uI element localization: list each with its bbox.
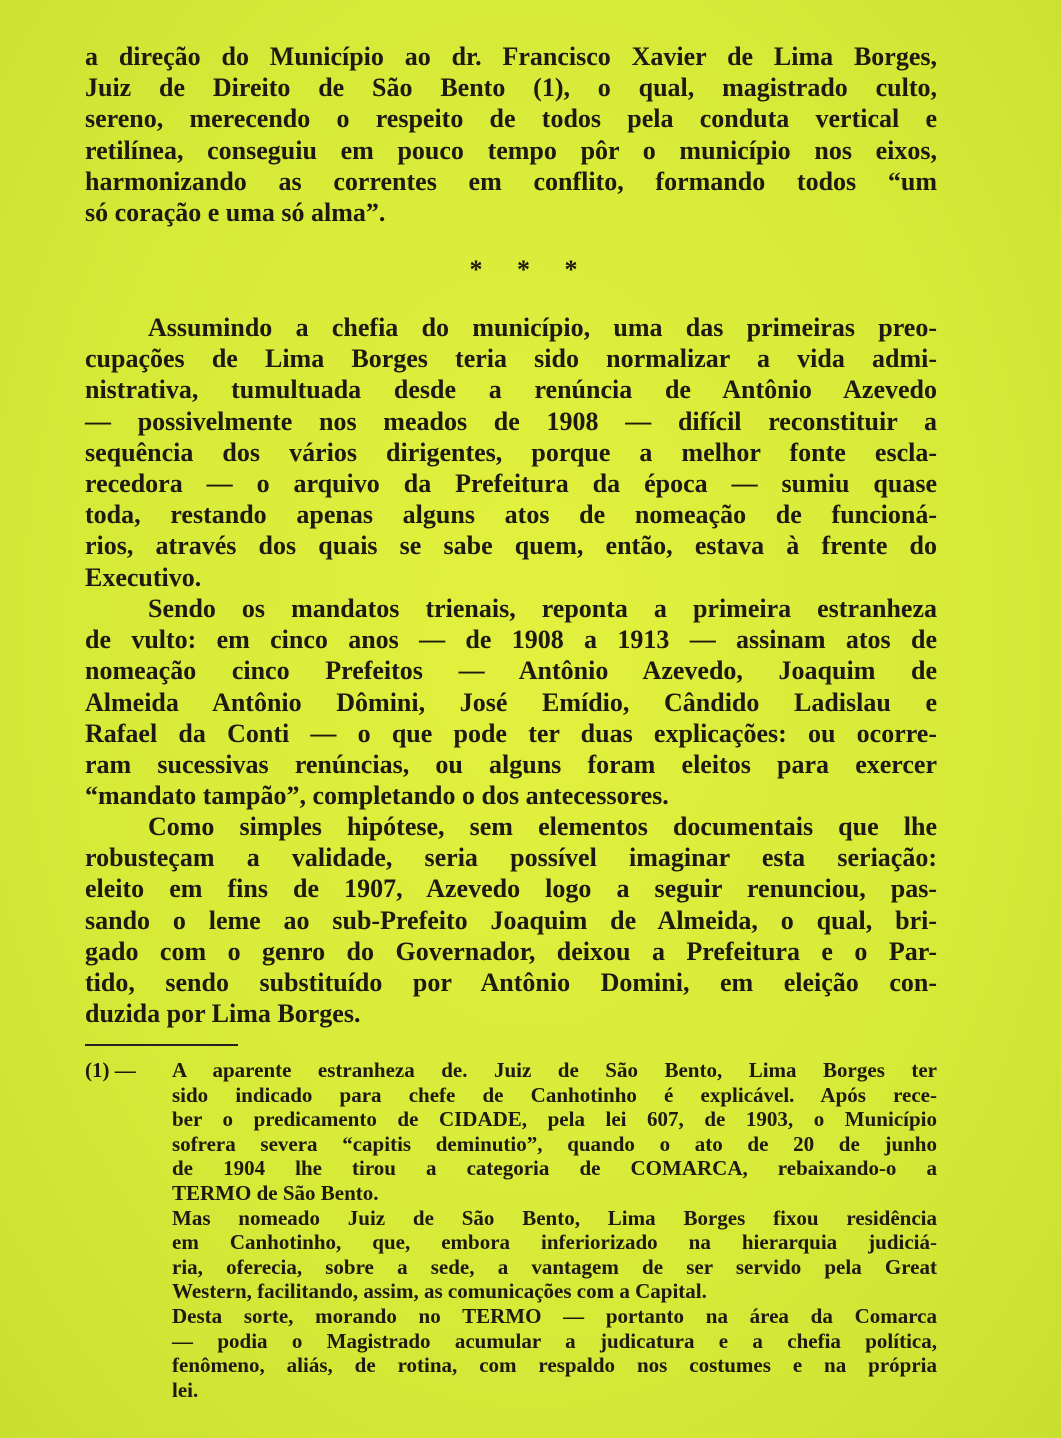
text-line: de vulto: em cinco anos — de 1908 a 1913 — assinam atos de xyxy=(85,625,937,655)
paragraph-2 xyxy=(85,312,937,593)
text-line: Sendo os mandatos trienais, reponta a primeira estranheza xyxy=(148,594,937,623)
text-line: Assumindo a chefia do município, uma das primeiras preo- xyxy=(148,313,937,342)
footnote-line: TERMO de São Bento. xyxy=(172,1180,379,1205)
text-line: Rafael da Conti — o que pode ter duas explicações: ou ocorre- xyxy=(85,718,937,748)
footnote-line: Western, facilitando, assim, as comunicações com a Capital. xyxy=(172,1279,707,1304)
text-line: sando o leme ao sub-Prefeito Joaquim de Almeida, o qual, bri- xyxy=(85,905,937,935)
footnote xyxy=(85,1058,937,1402)
text-line: retilínea, conseguiu em pouco tempo pôr o município nos eixos, xyxy=(85,135,937,165)
footnote-line: A aparente estranheza de. Juiz de São Bento, Lima Borges ter xyxy=(172,1058,937,1082)
footnote-line: de 1904 lhe tirou a categoria de COMARCA, rebaixando-o a xyxy=(172,1156,937,1181)
text-line: cupações de Lima Borges teria sido normalizar a vida admi- xyxy=(85,344,937,374)
text-line: — possivelmente nos meados de 1908 — difícil reconstituir a xyxy=(85,406,937,436)
text-line: duzida por Lima Borges. xyxy=(85,999,361,1029)
text-line: Executivo. xyxy=(85,562,202,592)
paragraph-1 xyxy=(85,41,937,228)
footnote-line: ber o predicamento de CIDADE, pela lei 607, de 1903, o Município xyxy=(172,1107,937,1132)
footnote-line: — podia o Magistrado acumular a judicatura e a chefia política, xyxy=(172,1328,937,1353)
text-line: eleito em fins de 1907, Azevedo logo a seguir renunciou, pas- xyxy=(85,874,937,904)
text-line: tido, sendo substituído por Antônio Domini, em eleição con- xyxy=(85,967,937,997)
footnote-rule xyxy=(85,1044,238,1046)
footnote-line: Desta sorte, morando no TERMO — portanto na área da Comarca xyxy=(172,1303,937,1328)
paragraph-4 xyxy=(85,811,937,1029)
section-separator: * * * xyxy=(469,255,592,284)
footnote-line: sofrera severa “capitis deminutio”, quando o ato de 20 de junho xyxy=(172,1131,937,1156)
footnote-line: ria, oferecia, sobre a sede, a vantagem de ser servido pela Great xyxy=(172,1254,937,1279)
text-line: sereno, merecendo o respeito de todos pela conduta vertical e xyxy=(85,104,937,134)
footnote-line: sido indicado para chefe de Canhotinho é explicável. Após rece- xyxy=(172,1082,937,1107)
text-line: Juiz de Direito de São Bento (1), o qual, magistrado culto, xyxy=(85,73,937,103)
text-line: rios, através dos quais se sabe quem, então, estava à frente do xyxy=(85,531,937,561)
footnote-line: lei. xyxy=(172,1377,199,1402)
text-line: nomeação cinco Prefeitos — Antônio Azevedo, Joaquim de xyxy=(85,656,937,686)
text-line: “mandato tampão”, completando o dos antecessores. xyxy=(85,781,669,811)
text-line: nistrativa, tumultuada desde a renúncia de Antônio Azevedo xyxy=(85,375,937,405)
text-line: toda, restando apenas alguns atos de nomeação de funcioná- xyxy=(85,500,937,530)
text-line: Almeida Antônio Dômini, José Emídio, Cândido Ladislau e xyxy=(85,687,937,717)
footnote-marker: (1) — xyxy=(85,1058,136,1082)
text-line: robusteçam a validade, seria possível imaginar esta seriação: xyxy=(85,843,937,873)
footnote-line: Mas nomeado Juiz de São Bento, Lima Borges fixou residência xyxy=(172,1205,937,1230)
text-line: harmonizando as correntes em conflito, formando todos “um xyxy=(85,166,937,196)
text-line: só coração e uma só alma”. xyxy=(85,197,386,227)
text-line: gado com o genro do Governador, deixou a Prefeitura e o Par- xyxy=(85,936,937,966)
text-line: a direção do Município ao dr. Francisco Xavier de Lima Borges, xyxy=(85,42,937,71)
text-line: Como simples hipótese, sem elementos documentais que lhe xyxy=(148,812,937,841)
footnote-line: em Canhotinho, que, embora inferiorizado na hierarquia judiciá- xyxy=(172,1230,937,1255)
text-line: ram sucessivas renúncias, ou alguns foram eleitos para exercer xyxy=(85,749,937,779)
text-line: sequência dos vários dirigentes, porque a melhor fonte escla- xyxy=(85,437,937,467)
footnote-line: fenômeno, aliás, de rotina, com respaldo nos costumes e na própria xyxy=(172,1353,937,1378)
text-line: recedora — o arquivo da Prefeitura da época — sumiu quase xyxy=(85,468,937,498)
paragraph-3 xyxy=(85,593,937,811)
